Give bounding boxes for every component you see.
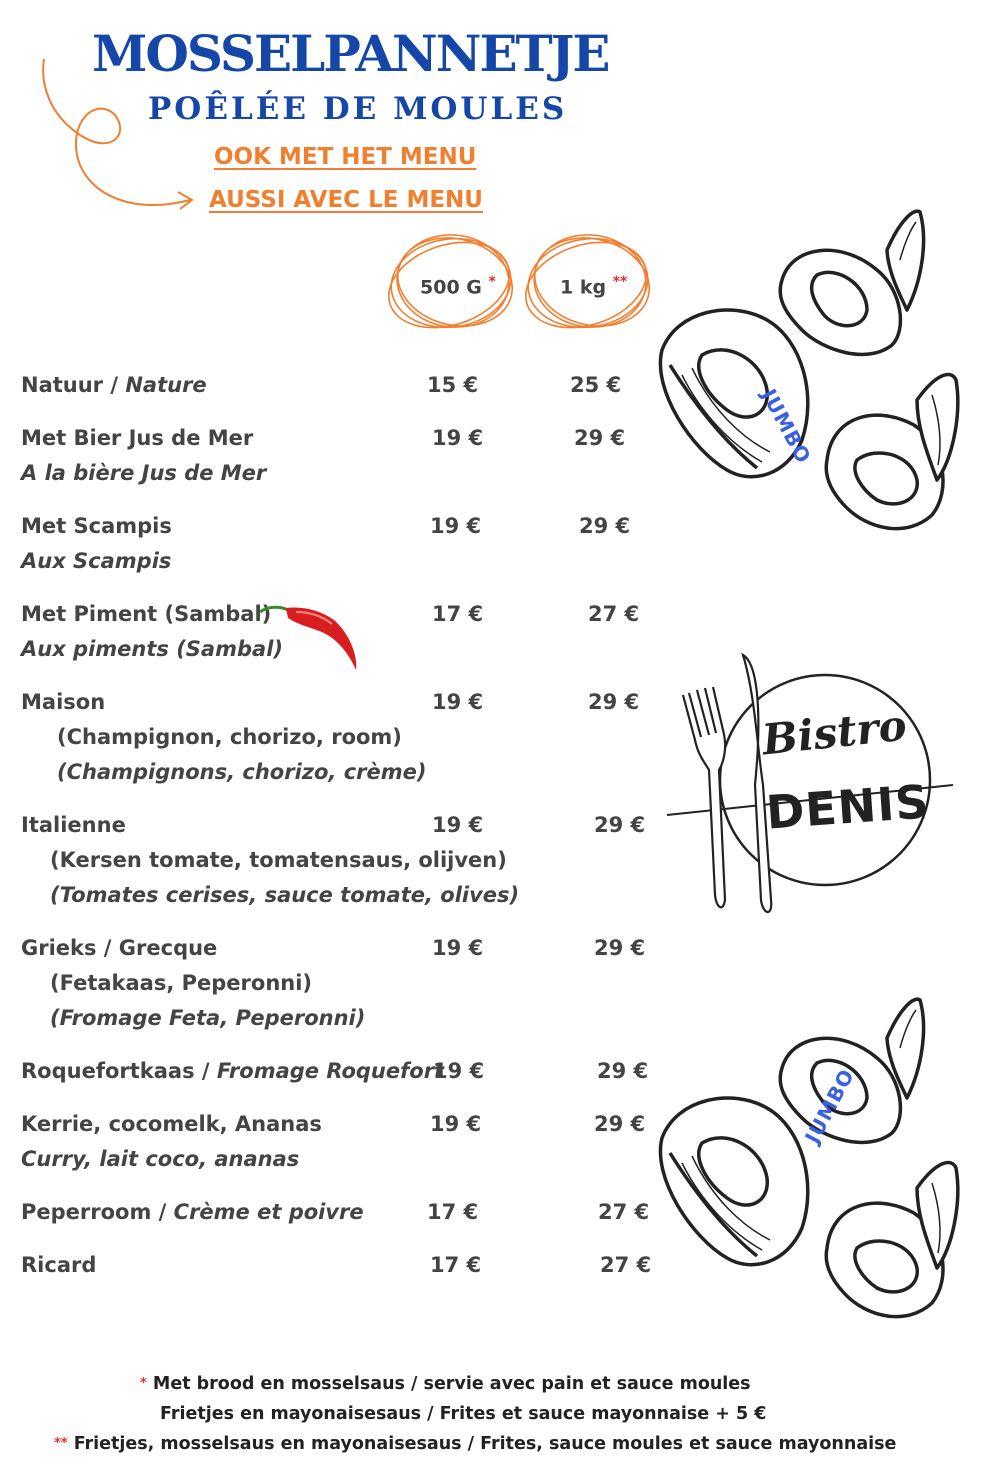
size-500g-text: 500 G (420, 276, 482, 299)
item-name (21, 1198, 364, 1226)
price-500g: 19 € (430, 1112, 482, 1136)
price-1kg: 29 € (574, 426, 626, 450)
price-500g: 19 € (432, 936, 484, 960)
item-name-nl: Natuur / (21, 373, 126, 397)
price-1kg: 27 € (598, 1200, 650, 1224)
item-desc-fr: Curry, lait coco, ananas (21, 1147, 300, 1171)
price-500g: 19 € (432, 813, 484, 837)
item-name (21, 371, 207, 399)
item-desc-fr: (Tomates cerises, sauce tomate, olives) (50, 883, 520, 907)
price-500g: 19 € (432, 426, 484, 450)
size-1kg-mark: ** (612, 274, 628, 290)
item-desc-fr: A la bière Jus de Mer (21, 461, 267, 485)
size-500g-label (420, 270, 496, 299)
item-desc-nl: (Kersen tomate, tomatensaus, olijven) (50, 848, 507, 872)
price-1kg: 29 € (594, 936, 646, 960)
price-500g: 17 € (430, 1253, 482, 1277)
footnote-mark-2: ** (54, 1436, 68, 1451)
price-500g: 15 € (427, 373, 479, 397)
item-name-nl: Roquefortkaas / (21, 1059, 217, 1083)
item-name-fr: Fromage Roquefort (216, 1059, 445, 1083)
menu-subtitle: POÊLÉE DE MOULES (148, 91, 568, 127)
price-1kg: 29 € (588, 690, 640, 714)
item-name: Grieks / Grecque (21, 936, 218, 960)
price-1kg: 29 € (579, 514, 631, 538)
curly-arrow-icon (30, 55, 230, 225)
footnote-mark-1: * (140, 1376, 147, 1391)
item-name: Italienne (21, 813, 126, 837)
footnote-line2: Frietjes en mayonaisesaus / Frites et sauce mayonnaise + 5 € (160, 1404, 767, 1424)
item-name: Kerrie, cocomelk, Ananas (21, 1112, 322, 1136)
menu-note-nl: OOK MET HET MENU (214, 144, 477, 170)
size-500g-mark: * (488, 274, 496, 290)
item-name-fr: Crème et poivre (173, 1200, 364, 1224)
price-500g: 19 € (430, 514, 482, 538)
menu-note-fr: AUSSI AVEC LE MENU (209, 187, 483, 213)
item-desc-nl: (Fetakaas, Peperonni) (50, 971, 313, 995)
price-1kg: 29 € (594, 813, 646, 837)
chili-pepper-icon (258, 604, 368, 674)
item-name: Met Piment (Sambal) (21, 602, 272, 626)
item-name: Ricard (21, 1253, 97, 1277)
logo-line2: DENIS (764, 774, 932, 840)
item-name-nl: Peperroom / (21, 1200, 174, 1224)
size-1kg-text: 1 kg (560, 276, 607, 299)
mussel-illustration (652, 200, 972, 540)
item-name-fr: Nature (125, 373, 207, 397)
jumbo-label-top: JUMBO (756, 385, 816, 468)
menu-title: MOSSELPANNETJE (92, 24, 609, 83)
item-desc-fr: (Fromage Feta, Peperonni) (50, 1006, 366, 1030)
price-1kg: 27 € (600, 1253, 652, 1277)
price-1kg: 25 € (570, 373, 622, 397)
item-desc-nl: (Champignon, chorizo, room) (57, 725, 402, 749)
item-name: Met Scampis (21, 514, 172, 538)
footnote-line1 (140, 1372, 751, 1396)
item-desc-fr: Aux Scampis (21, 549, 172, 573)
item-desc-fr: (Champignons, chorizo, crème) (57, 760, 427, 784)
price-500g: 19 € (433, 1059, 485, 1083)
price-500g: 17 € (432, 602, 484, 626)
item-name: Maison (21, 690, 106, 714)
logo-line1: Bistro (759, 700, 909, 765)
mussel-illustration (652, 988, 972, 1328)
price-1kg: 29 € (594, 1112, 646, 1136)
price-1kg: 27 € (588, 602, 640, 626)
item-desc-fr: Aux piments (Sambal) (21, 637, 283, 661)
price-500g: 17 € (427, 1200, 479, 1224)
item-name (21, 1057, 444, 1085)
price-500g: 19 € (432, 690, 484, 714)
size-1kg-label (560, 270, 627, 299)
footnote-text-3: Frietjes, mosselsaus en mayonaisesaus / Frites, sauce moules et sauce mayonnaise (73, 1434, 897, 1454)
item-name: Met Bier Jus de Mer (21, 426, 254, 450)
jumbo-label-bottom: JUMBO (800, 1064, 860, 1148)
price-1kg: 29 € (597, 1059, 649, 1083)
footnote-line3 (54, 1432, 896, 1456)
footnote-text-1: Met brood en mosselsaus / servie avec pain et sauce moules (152, 1374, 751, 1394)
